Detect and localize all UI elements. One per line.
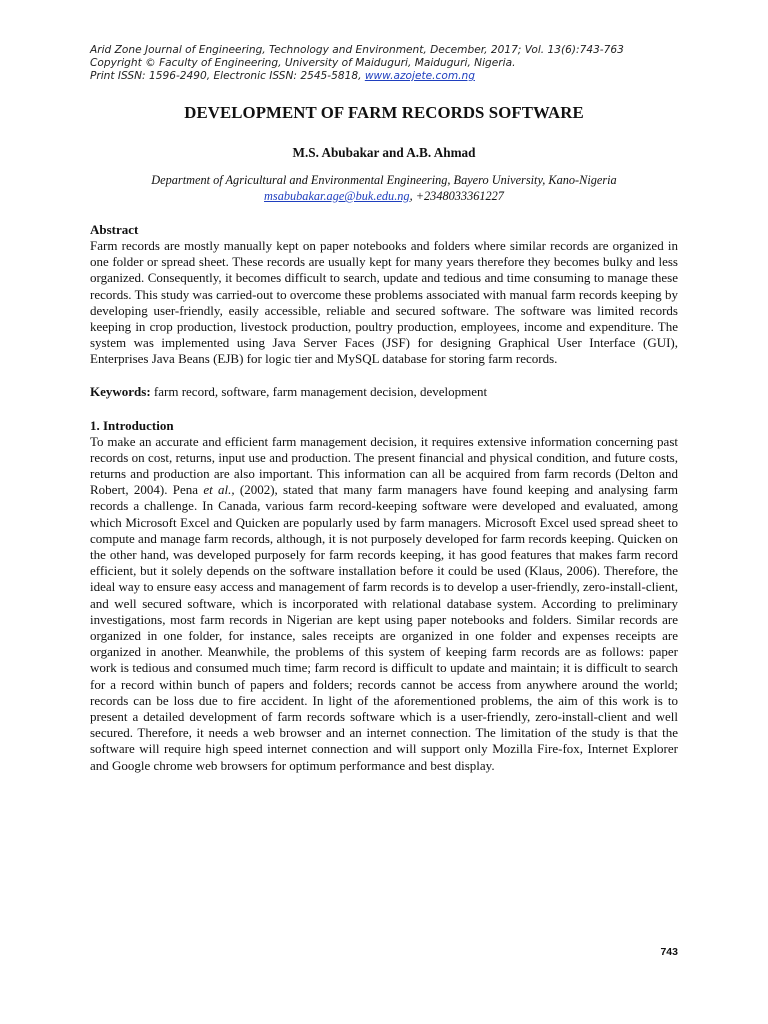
intro-text-part2: (2002), stated that many farm managers have found keeping and analysing farm records a challenge. In Canada, various farm record-keeping software were developed and evaluated, among which Microsoft Excel and Quicken are popularly used by farm managers. Microsoft Excel used spread sheet to compute and manage farm records, although, it is not purposely developed for farm records keeping. Quicken on the other hand, was developed purposely for farm records keeping, it has good features that makes farm record efficient, but it solely depends on the software installation before it could be used (Klaus, 2006). Therefore, the ideal way to ensure easy access and management of farm records is to develop a user-friendly, zero-install-client, and well secured software, which is incorporated with relational database system. According to preliminary investigations, most farm records in Nigerian are kept using paper notebooks and folders. Similar records are organized in one folder, for instance, sales receipts are organized in one folder and expenses receipts are organized in another. Meanwhile, the problems of this system of keeping farm records are as follows: paper work is tedious and consumed much time; farm record is difficult to update and maintain; it is difficult to search for a record within bunch of papers and folders; records cannot be access from anywhere around the world; records can be loss due to fire accident. In light of the aforementioned problems, the aim of this work is to present a detailed development of farm records software which is a user-friendly, zero-install-client and well secured. Therefore, it needs a web browser and an internet connection. The limitation of the study is that the software will require high speed internet connection and will support only Mozilla Fire-fox, Internet Explorer and Google chrome web browsers for optimum performance and best display. xyxy=(90,482,678,773)
keywords-line xyxy=(90,384,678,400)
journal-citation: Arid Zone Journal of Engineering, Technology and Environment, December, 2017; Vol. 13(6):743-763 xyxy=(90,44,624,56)
abstract-heading: Abstract xyxy=(90,222,139,237)
paper-title: DEVELOPMENT OF FARM RECORDS SOFTWARE xyxy=(184,103,584,122)
issn-text: Print ISSN: 1596-2490, Electronic ISSN: 2545-5818, xyxy=(90,70,365,82)
journal-copyright: Copyright © Faculty of Engineering, University of Maiduguri, Maiduguri, Nigeria. xyxy=(90,57,516,69)
page-number: 743 xyxy=(660,946,678,958)
keywords-text: farm record, software, farm management decision, development xyxy=(150,383,488,399)
author-phone: , +2348033361227 xyxy=(409,189,504,203)
intro-text-italic: et al., xyxy=(203,482,235,498)
introduction-heading: 1. Introduction xyxy=(90,417,174,433)
journal-website-link[interactable]: www.azojete.com.ng xyxy=(364,70,475,82)
affiliation-contact xyxy=(90,188,678,204)
journal-header xyxy=(90,44,678,83)
keywords-label: Keywords: xyxy=(90,383,151,399)
intro-text-part1: To make an accurate and efficient farm management decision, it requires extensive information concerning past records on cost, returns, input use and production. The present financial and physical condition, and future costs, returns and production are also important. This information can all be acquired from farm records (Delton and Robert, 2004). Pena xyxy=(90,433,678,498)
affiliation-department: Department of Agricultural and Environmental Engineering, Bayero University, Kano-Nigeria xyxy=(151,173,617,187)
abstract-text: Farm records are mostly manually kept on paper notebooks and folders where similar records are organized in one folder or spread sheet. These records are usually kept for many years therefore they becomes bulky and less organized. Consequently, it becomes difficult to search, update and tedious and time consuming to manage these records. This study was carried-out to overcome these problems associated with manual farm records keeping by developing user-friendly, easily accessible, reliable and secured software. The software was limited records keeping in crop production, livestock production, poultry production, employees, income and expenditure. The system was implemented using Java Server Faces (JSF) for designing Graphical User Interface (GUI), Enterprises Java Beans (EJB) for logic tier and MySQL database for storing farm records. xyxy=(90,238,678,367)
journal-issn xyxy=(90,70,678,83)
author-email-link[interactable]: msabubakar.age@buk.edu.ng xyxy=(264,189,410,203)
author-affiliation xyxy=(90,172,678,204)
introduction-text xyxy=(90,434,678,774)
paper-authors: M.S. Abubakar and A.B. Ahmad xyxy=(292,145,476,160)
